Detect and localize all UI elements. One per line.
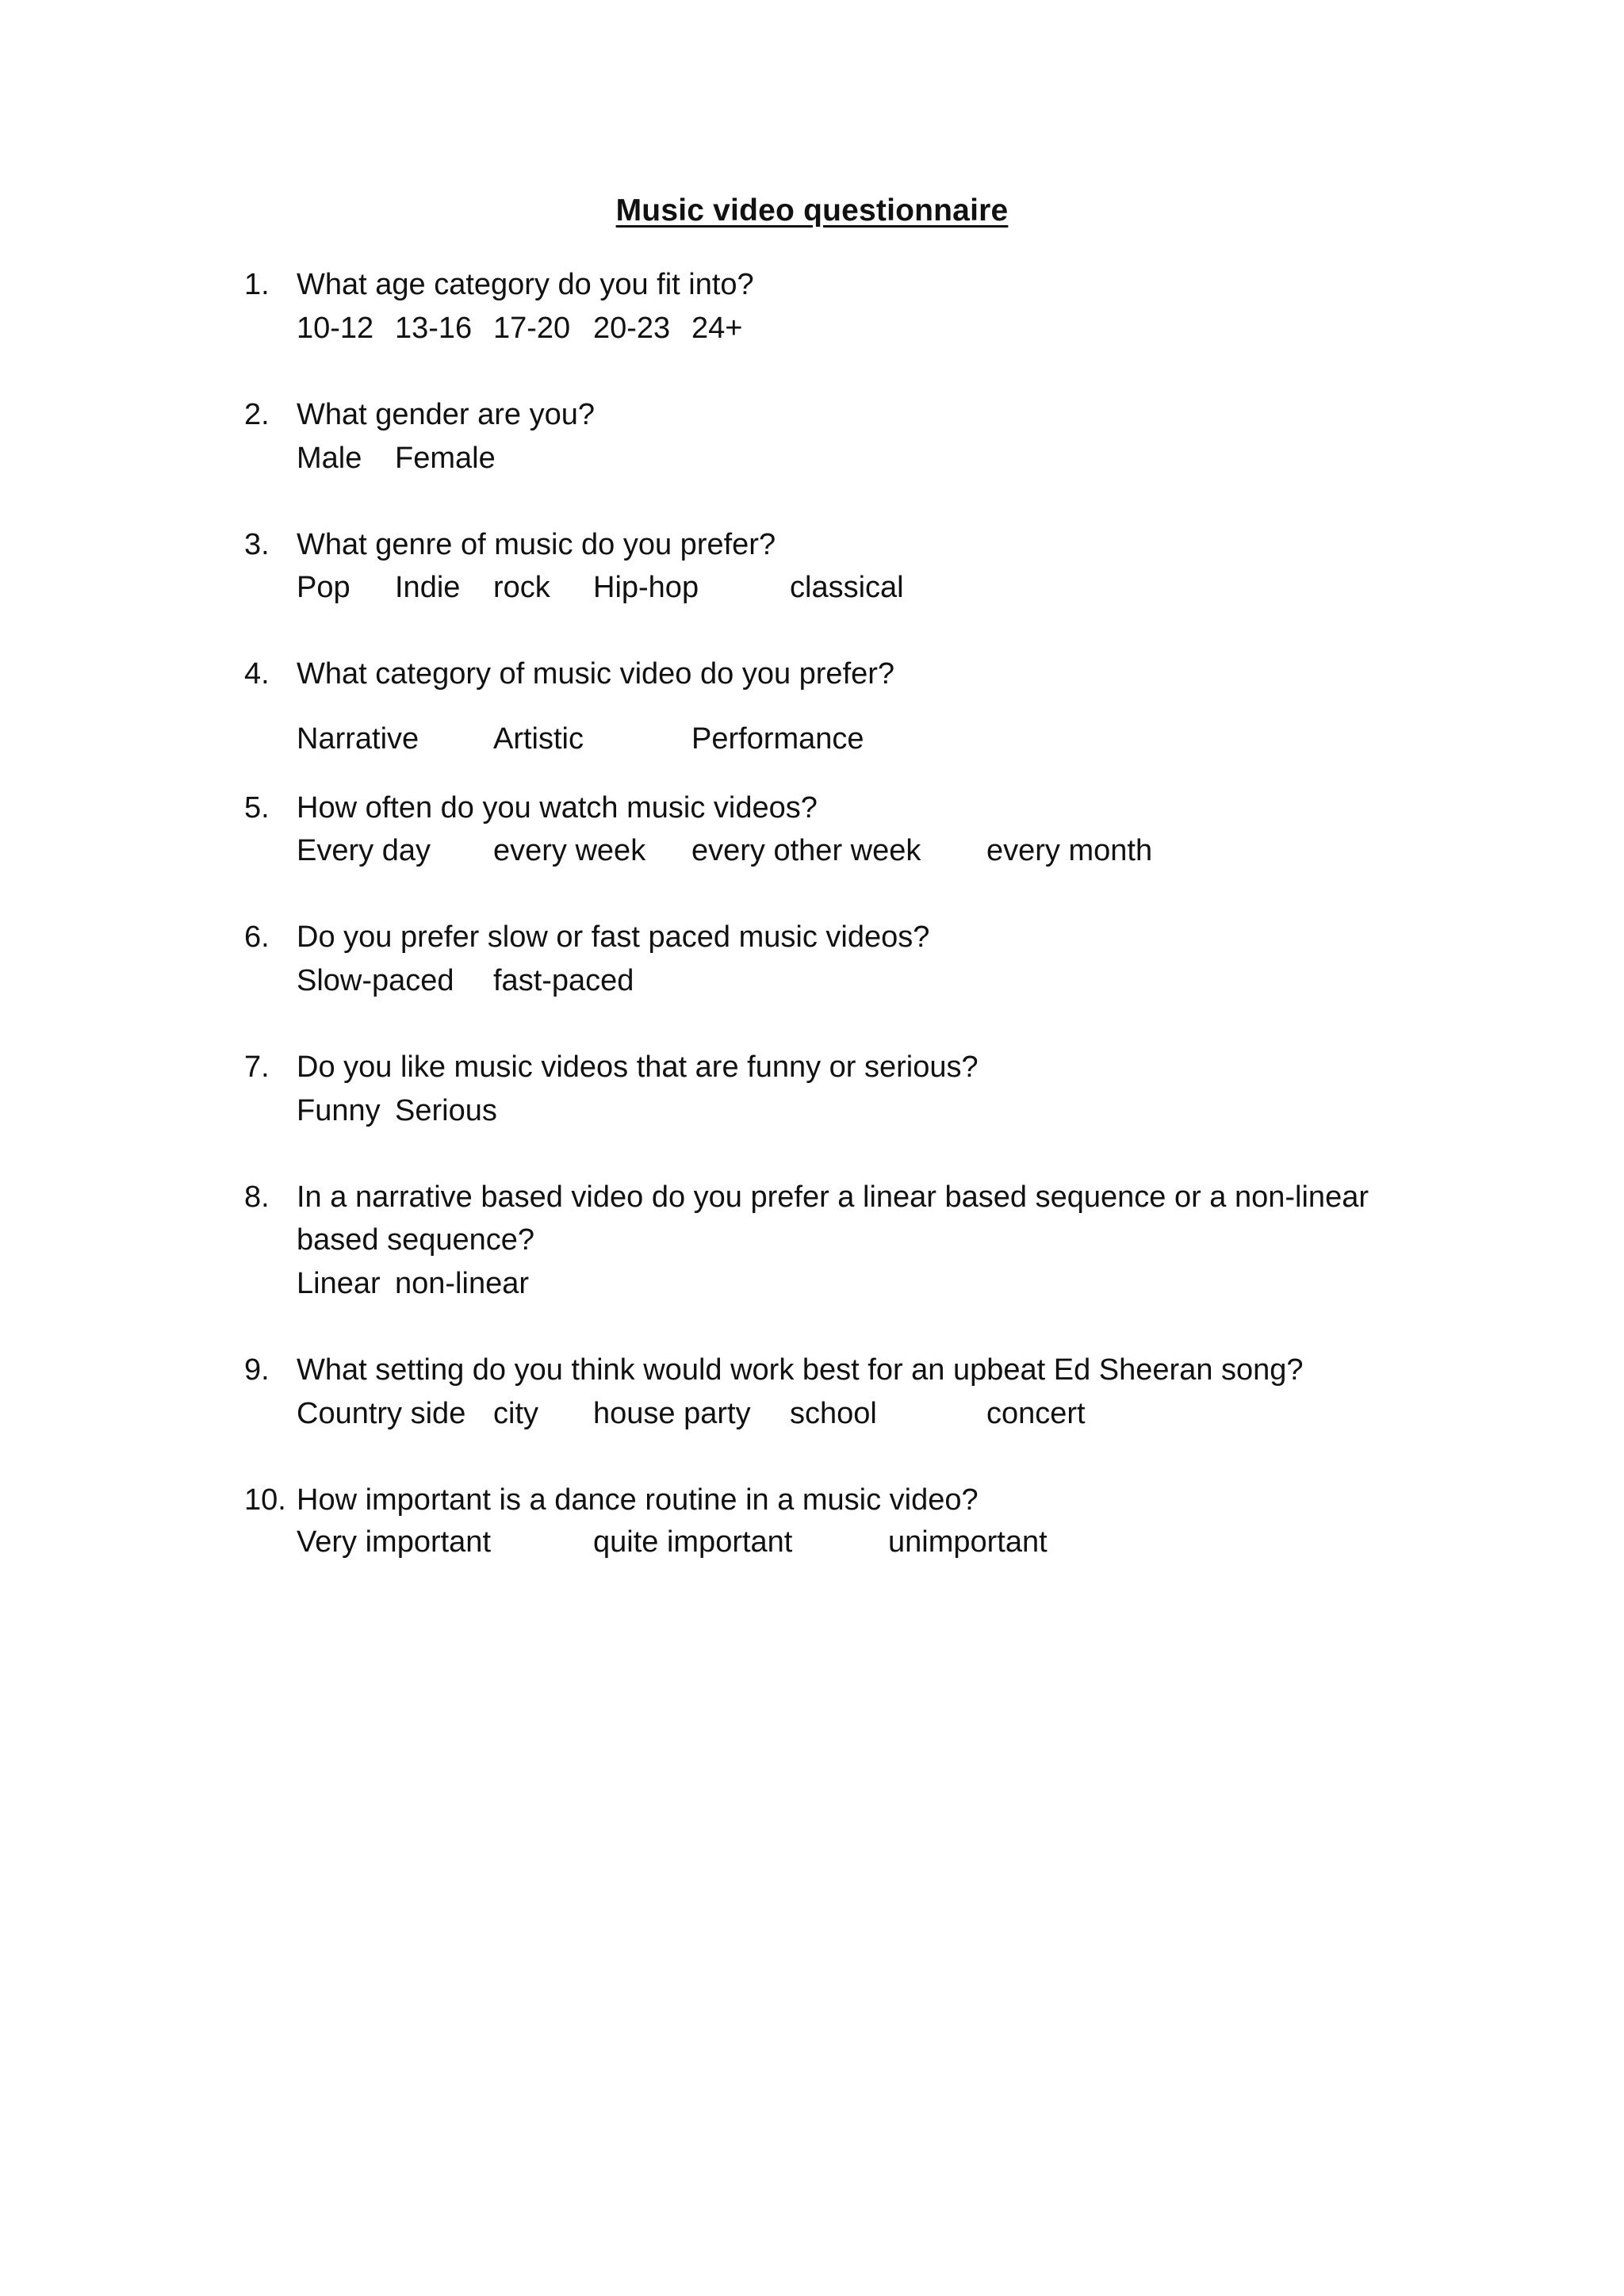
question-4-number: 4. (244, 657, 270, 691)
question-10-option-1: Very important (297, 1525, 491, 1559)
question-5-option-1: Every day (297, 834, 431, 867)
question-5-option-3: every other week (691, 834, 921, 867)
question-6-number: 6. (244, 920, 270, 954)
question-8-text: In a narrative based video do you prefer a linear based sequence or a non-linear (297, 1181, 1369, 1214)
question-9-option-5: concert (986, 1397, 1086, 1430)
question-1-option-5: 24+ (691, 312, 743, 345)
question-8-text-continued: based sequence? (297, 1223, 535, 1257)
question-9-option-2: city (493, 1397, 538, 1430)
question-2-text: What gender are you? (297, 398, 596, 431)
question-7-number: 7. (244, 1050, 270, 1084)
question-1-option-3: 17-20 (493, 312, 571, 345)
question-8-option-2: non-linear (395, 1267, 529, 1300)
question-3-option-1: Pop (297, 571, 350, 604)
question-3-option-5: classical (790, 571, 904, 604)
question-5-number: 5. (244, 791, 270, 825)
question-3-option-2: Indie (395, 571, 461, 604)
question-6-option-2: fast-paced (493, 964, 634, 997)
question-1-option-4: 20-23 (593, 312, 671, 345)
question-10-number: 10. (244, 1483, 286, 1517)
page-title: Music video questionnaire (615, 193, 1009, 228)
question-3-option-3: rock (493, 571, 550, 604)
question-8-number: 8. (244, 1181, 270, 1214)
question-3-option-4: Hip-hop (593, 571, 699, 604)
question-10-option-3: unimportant (888, 1525, 1048, 1559)
question-1-text: What age category do you fit into? (297, 268, 754, 301)
question-7-option-2: Serious (395, 1094, 497, 1127)
question-9-number: 9. (244, 1353, 270, 1387)
question-5-option-2: every week (493, 834, 646, 867)
question-9-option-1: Country side (297, 1397, 466, 1430)
question-9-text: What setting do you think would work best for an upbeat Ed Sheeran song? (297, 1353, 1304, 1387)
question-1-option-2: 13-16 (395, 312, 473, 345)
question-4-option-1: Narrative (297, 722, 419, 756)
question-2-option-2: Female (395, 442, 496, 475)
question-5-text: How often do you watch music videos? (297, 791, 818, 825)
question-7-option-1: Funny (297, 1094, 381, 1127)
question-9-option-3: house party (593, 1397, 751, 1430)
question-2-number: 2. (244, 398, 270, 431)
question-5-option-4: every month (986, 834, 1153, 867)
question-4-option-2: Artistic (493, 722, 584, 756)
question-10-option-2: quite important (593, 1525, 793, 1559)
question-2-option-1: Male (297, 442, 362, 475)
question-10-text: How important is a dance routine in a music video? (297, 1483, 979, 1517)
question-6-text: Do you prefer slow or fast paced music videos? (297, 920, 930, 954)
question-4-option-3: Performance (691, 722, 864, 756)
question-7-text: Do you like music videos that are funny or serious? (297, 1050, 979, 1084)
question-3-number: 3. (244, 528, 270, 561)
question-1-option-1: 10-12 (297, 312, 374, 345)
question-1-number: 1. (244, 268, 270, 301)
question-3-text: What genre of music do you prefer? (297, 528, 776, 561)
question-6-option-1: Slow-paced (297, 964, 454, 997)
question-8-option-1: Linear (297, 1267, 381, 1300)
question-9-option-4: school (790, 1397, 877, 1430)
question-4-text: What category of music video do you prefer? (297, 657, 895, 691)
